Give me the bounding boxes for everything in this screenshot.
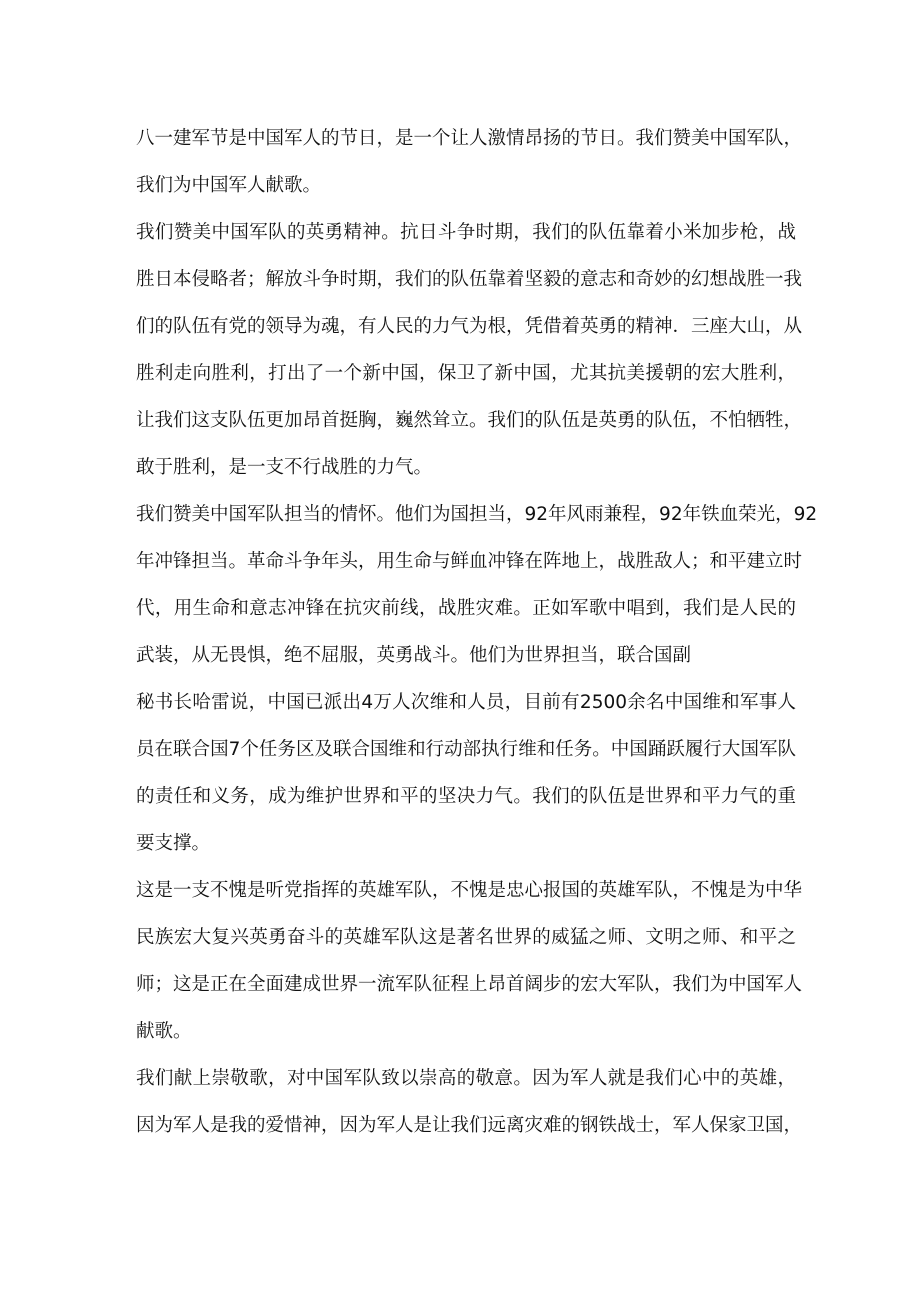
text-line: 这是一支不愧是听党指挥的英雄军队，不愧是忠心报国的英雄军队，不愧是为中华	[136, 880, 803, 901]
text-line: 要支撑。	[136, 833, 211, 854]
text-line: 胜日本侵略者；解放斗争时期，我们的队伍靠着坚毅的意志和奇妙的幻想战胜一我	[136, 269, 803, 290]
text-line: 年冲锋担当。革命斗争年头，用生命与鲜血冲锋在阵地上，战胜敌人；和平建立时	[136, 551, 803, 572]
text-line: 胜利走向胜利，打出了一个新中国，保卫了新中国，尤其抗美援朝的宏大胜利，	[136, 363, 796, 384]
text-line: 献歌。	[136, 1021, 192, 1042]
text-line: 武装，从无畏惧，绝不屈服，英勇战斗。他们为世界担当，联合国副	[136, 645, 692, 666]
text-line: 民族宏大复兴英勇奋斗的英雄军队这是著名世界的威猛之师、文明之师、和平之	[136, 927, 796, 948]
text-line: 因为军人是我的爱惜神，因为军人是让我们远离灾难的钢铁战士，军人保家卫国，	[136, 1115, 803, 1136]
text-line: 秘书长哈雷说，中国已派出4万人次维和人员，目前有2500余名中国维和军事人	[136, 692, 796, 713]
text-line: 我们为中国军人献歌。	[136, 175, 322, 196]
text-line: 八一建军节是中国军人的节日，是一个让人激情昂扬的节日。我们赞美中国军队，	[136, 128, 803, 149]
text-line: 们的队伍有党的领导为魂，有人民的力气为根，凭借着英勇的精神．三座大山，从	[136, 316, 803, 337]
text-line: 员在联合国7个任务区及联合国维和行动部执行维和任务。中国踊跃履行大国军队	[136, 739, 796, 760]
text-line: 敢于胜利，是一支不行战胜的力气。	[136, 457, 433, 478]
text-line: 的责任和义务，成为维护世界和平的坚决力气。我们的队伍是世界和平力气的重	[136, 786, 796, 807]
text-line: 让我们这支队伍更加昂首挺胸，巍然耸立。我们的队伍是英勇的队伍，不怕牺牲，	[136, 410, 803, 431]
text-line: 代，用生命和意志冲锋在抗灾前线，战胜灾难。正如军歌中唱到，我们是人民的	[136, 598, 796, 619]
text-line: 我们赞美中国军队担当的情怀。他们为国担当，92年风雨兼程，92年铁血荣光，92	[136, 504, 818, 525]
document-body	[136, 115, 818, 1149]
text-line: 我们献上崇敬歌，对中国军队致以崇高的敬意。因为军人就是我们心中的英雄，	[136, 1068, 796, 1089]
text-line: 我们赞美中国军队的英勇精神。抗日斗争时期，我们的队伍靠着小米加步枪，战	[136, 222, 796, 243]
text-line: 师；这是正在全面建成世界一流军队征程上昂首阔步的宏大军队，我们为中国军人	[136, 974, 803, 995]
